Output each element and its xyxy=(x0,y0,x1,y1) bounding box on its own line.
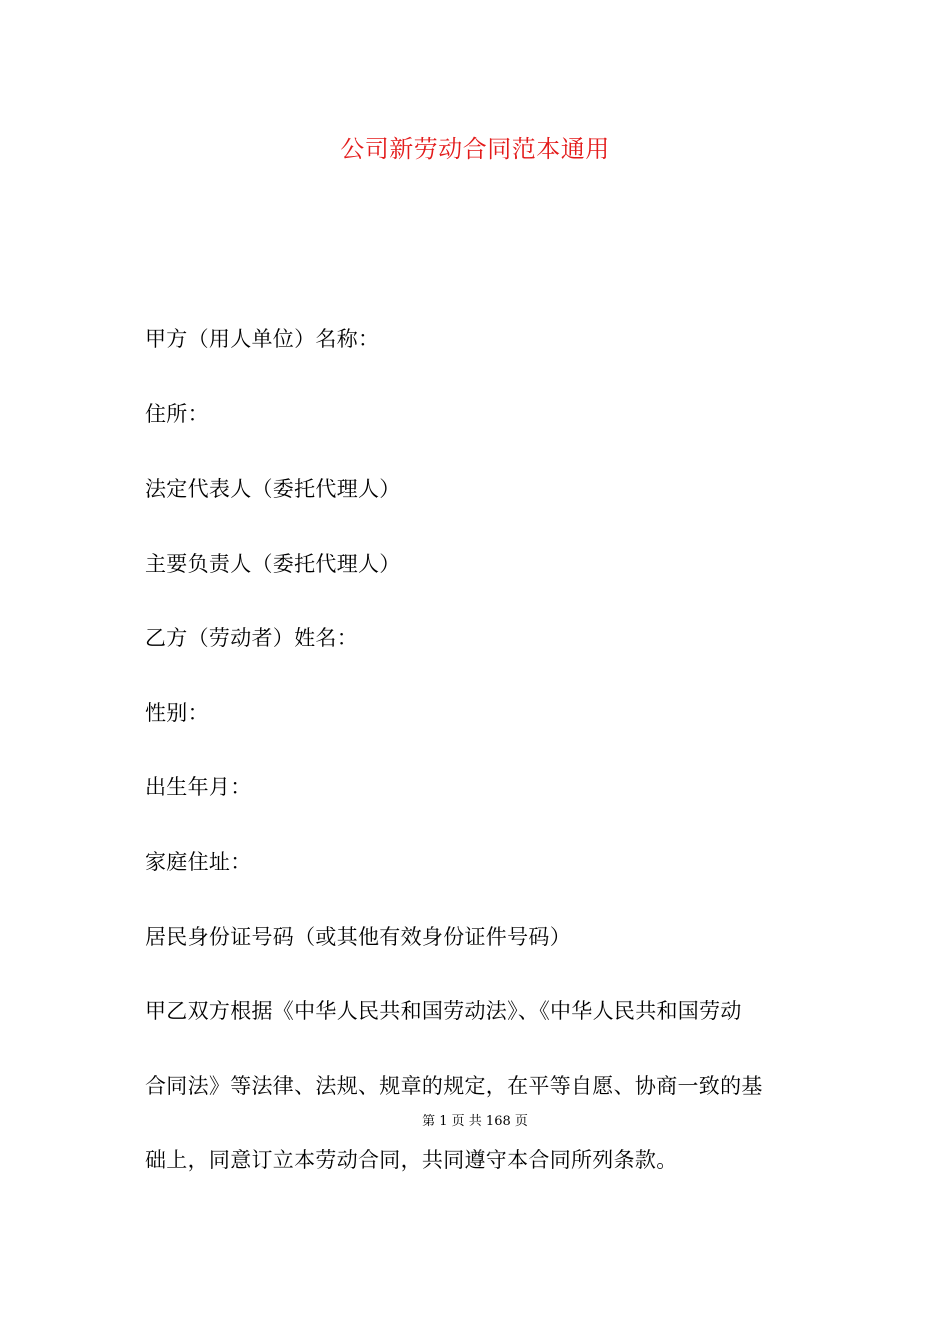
principal-person-label: 主要负责人（委托代理人） xyxy=(145,552,401,576)
gender-label: 性别： xyxy=(145,701,209,725)
home-address-label: 家庭住址： xyxy=(145,850,252,874)
body-paragraph-line-3: 础上，同意订立本劳动合同，共同遵守本合同所列条款。 xyxy=(145,1148,678,1172)
legal-representative-label: 法定代表人（委托代理人） xyxy=(145,477,401,501)
party-a-address-label: 住所： xyxy=(145,402,209,426)
party-b-name-label: 乙方（劳动者）姓名： xyxy=(145,626,358,650)
body-paragraph-line-2: 合同法》等法律、法规、规章的规定，在平等自愿、协商一致的基 xyxy=(145,1074,763,1098)
party-a-name-label: 甲方（用人单位）名称： xyxy=(145,327,380,351)
body-paragraph-line-1: 甲乙双方根据《中华人民共和国劳动法》、《中华人民共和国劳动 xyxy=(145,999,742,1023)
id-number-label: 居民身份证号码（或其他有效身份证件号码） xyxy=(145,925,571,949)
birth-date-label: 出生年月： xyxy=(145,775,252,799)
page-number: 第 1 页 共 168 页 xyxy=(422,1114,528,1129)
document-title: 公司新劳动合同范本通用 xyxy=(340,135,610,163)
